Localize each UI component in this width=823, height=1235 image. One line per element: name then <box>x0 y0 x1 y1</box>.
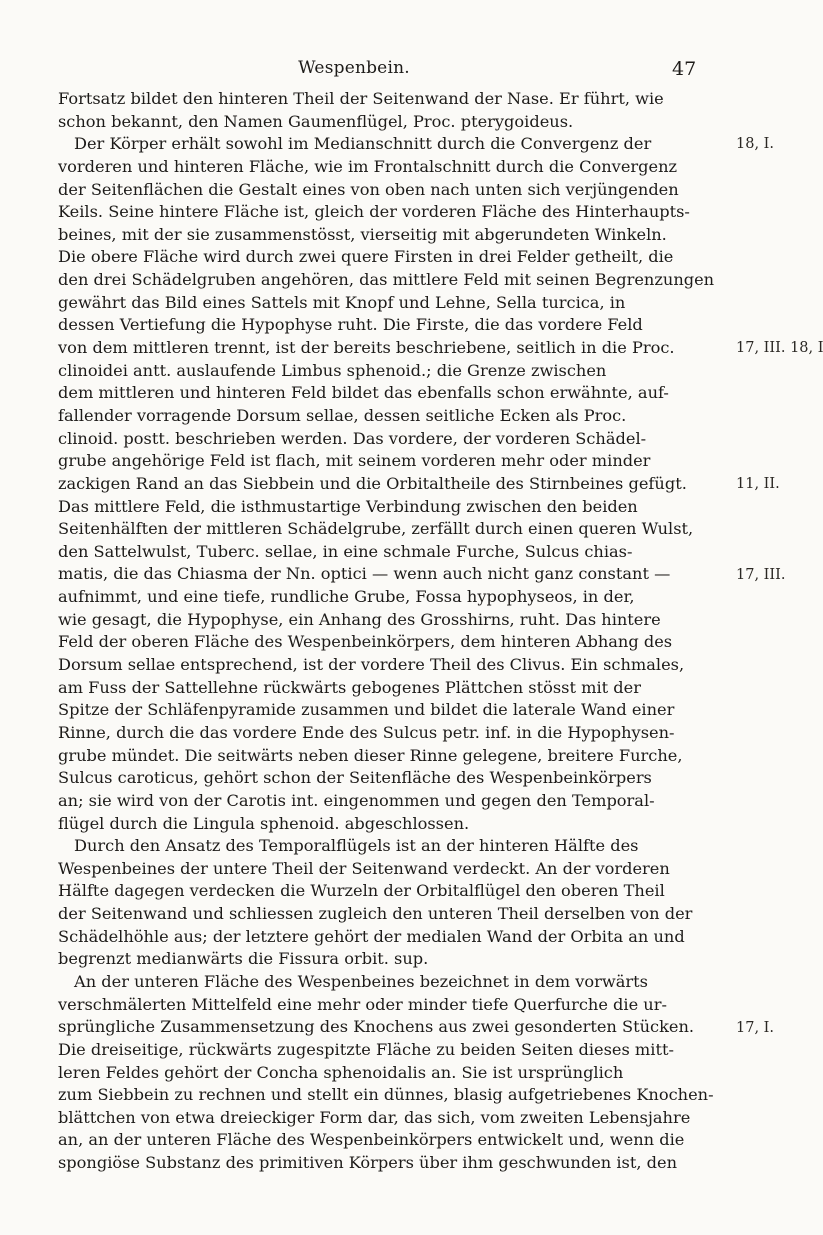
margin-reference: 18, I. <box>736 136 775 153</box>
text-line: wie gesagt, die Hypophyse, ein Anhang des Grosshirns, ruht. Das hintere <box>58 609 661 629</box>
text-line: zum Siebbein zu rechnen und stellt ein dünnes, blasig aufgetriebenes Knochen- <box>58 1085 714 1105</box>
text-line: dem mittleren und hinteren Feld bildet das ebenfalls schon erwähnte, auf- <box>58 383 669 403</box>
text-line: spongiöse Substanz des primitiven Körpers über ihm geschwunden ist, den <box>58 1153 678 1173</box>
text-line: Durch den Ansatz des Temporalflügels ist an der hinteren Hälfte des <box>74 836 639 856</box>
running-header-title: Wespenbein. <box>298 58 410 78</box>
text-line: von dem mittleren trennt, ist der bereits beschriebene, seitlich in die Proc. <box>58 338 675 358</box>
text-line: Keils. Seine hintere Fläche ist, gleich der vorderen Fläche des Hinterhaupts- <box>58 202 690 222</box>
text-line: den drei Schädelgruben angehören, das mittlere Feld mit seinen Begrenzungen <box>58 270 715 290</box>
text-line: gewährt das Bild eines Sattels mit Knopf und Lehne, Sella turcica, in <box>58 292 626 312</box>
text-line: clinoidei antt. auslaufende Limbus sphenoid.; die Grenze zwischen <box>58 360 607 380</box>
text-line: flügel durch die Lingula sphenoid. abgeschlossen. <box>58 813 470 833</box>
text-line: clinoid. postt. beschrieben werden. Das vordere, der vorderen Schädel- <box>58 428 647 448</box>
text-line: sprüngliche Zusammensetzung des Knochens aus zwei gesonderten Stücken. <box>58 1017 695 1037</box>
text-line: grube mündet. Die seitwärts neben dieser Rinne gelegene, breitere Furche, <box>58 745 683 765</box>
text-line: Die dreiseitige, rückwärts zugespitzte Fläche zu beiden Seiten dieses mitt- <box>58 1039 674 1059</box>
text-line: Schädelhöhle aus; der letztere gehört der medialen Wand der Orbita an und <box>58 926 685 946</box>
text-line: Fortsatz bildet den hinteren Theil der Seitenwand der Nase. Er führt, wie <box>58 89 664 108</box>
text-line: leren Feldes gehört der Concha sphenoidalis an. Sie ist ursprünglich <box>58 1062 624 1082</box>
text-line: begrenzt medianwärts die Fissura orbit. sup. <box>58 949 429 969</box>
text-line: am Fuss der Sattellehne rückwärts gebogenes Plättchen stösst mit der <box>58 677 641 697</box>
text-line: verschmälerten Mittelfeld eine mehr oder minder tiefe Querfurche die ur- <box>58 994 667 1014</box>
text-line: Das mittlere Feld, die isthmustartige Verbindung zwischen den beiden <box>58 496 638 516</box>
text-line: grube angehörige Feld ist flach, mit seinem vorderen mehr oder minder <box>58 451 651 471</box>
text-line: zackigen Rand an das Siebbein und die Orbitaltheile des Stirnbeines gefügt. <box>58 473 687 493</box>
text-line: an, an der unteren Fläche des Wespenbeinkörpers entwickelt und, wenn die <box>58 1130 685 1150</box>
text-line: den Sattelwulst, Tuberc. sellae, in eine schmale Furche, Sulcus chias- <box>58 541 633 561</box>
text-line: Die obere Fläche wird durch zwei quere Firsten in drei Felder getheilt, die <box>58 247 674 267</box>
text-line: beines, mit der sie zusammenstösst, vierseitig mit abgerundeten Winkeln. <box>58 224 667 244</box>
body-text <box>58 88 728 1175</box>
margin-reference: 17, I. <box>736 1019 775 1036</box>
text-line: an; sie wird von der Carotis int. eingenommen und gegen den Temporal- <box>58 790 655 810</box>
text-line: blättchen von etwa dreieckiger Form dar, das sich, vom zweiten Lebensjahre <box>58 1107 691 1127</box>
text-line: Wespenbeines der untere Theil der Seitenwand verdeckt. An der vorderen <box>58 858 670 878</box>
text-line: Hälfte dagegen verdecken die Wurzeln der Orbitalflügel den oberen Theil <box>58 881 665 901</box>
text-line: der Seitenwand und schliessen zugleich den unteren Theil derselben von der <box>58 904 693 924</box>
text-line: aufnimmt, und eine tiefe, rundliche Grube, Fossa hypophyseos, in der, <box>58 587 635 607</box>
text-line: vorderen und hinteren Fläche, wie im Frontalschnitt durch die Convergenz <box>58 156 678 176</box>
text-line: fallender vorragende Dorsum sellae, dessen seitliche Ecken als Proc. <box>58 405 627 425</box>
margin-reference: 17, III. 18, I <box>736 340 823 357</box>
margin-reference: 17, III. <box>736 566 786 583</box>
text-line: Feld der oberen Fläche des Wespenbeinkörpers, dem hinteren Abhang des <box>58 632 673 652</box>
text-line: Sulcus caroticus, gehört schon der Seitenfläche des Wespenbeinkörpers <box>58 768 652 788</box>
text-line: Der Körper erhält sowohl im Medianschnitt durch die Convergenz der <box>74 134 652 154</box>
text-line: Rinne, durch die das vordere Ende des Sulcus petr. inf. in die Hypophysen- <box>58 722 675 742</box>
text-line: Seitenhälften der mittleren Schädelgrube, zerfällt durch einen queren Wulst, <box>58 519 694 539</box>
text-line: schon bekannt, den Namen Gaumenflügel, Proc. pterygoideus. <box>58 111 574 131</box>
text-line: matis, die das Chiasma der Nn. optici — wenn auch nicht ganz constant — <box>58 564 671 584</box>
text-line: Dorsum sellae entsprechend, ist der vordere Theil des Clivus. Ein schmales, <box>58 655 685 675</box>
margin-reference: 11, II. <box>736 476 780 493</box>
text-line: An der unteren Fläche des Wespenbeines bezeichnet in dem vorwärts <box>74 971 648 991</box>
text-line: dessen Vertiefung die Hypophyse ruht. Die Firste, die das vordere Feld <box>58 315 643 335</box>
text-line: Spitze der Schläfenpyramide zusammen und bildet die laterale Wand einer <box>58 700 675 720</box>
page-number: 47 <box>672 58 697 80</box>
text-line: der Seitenflächen die Gestalt eines von oben nach unten sich verjüngenden <box>58 179 679 199</box>
